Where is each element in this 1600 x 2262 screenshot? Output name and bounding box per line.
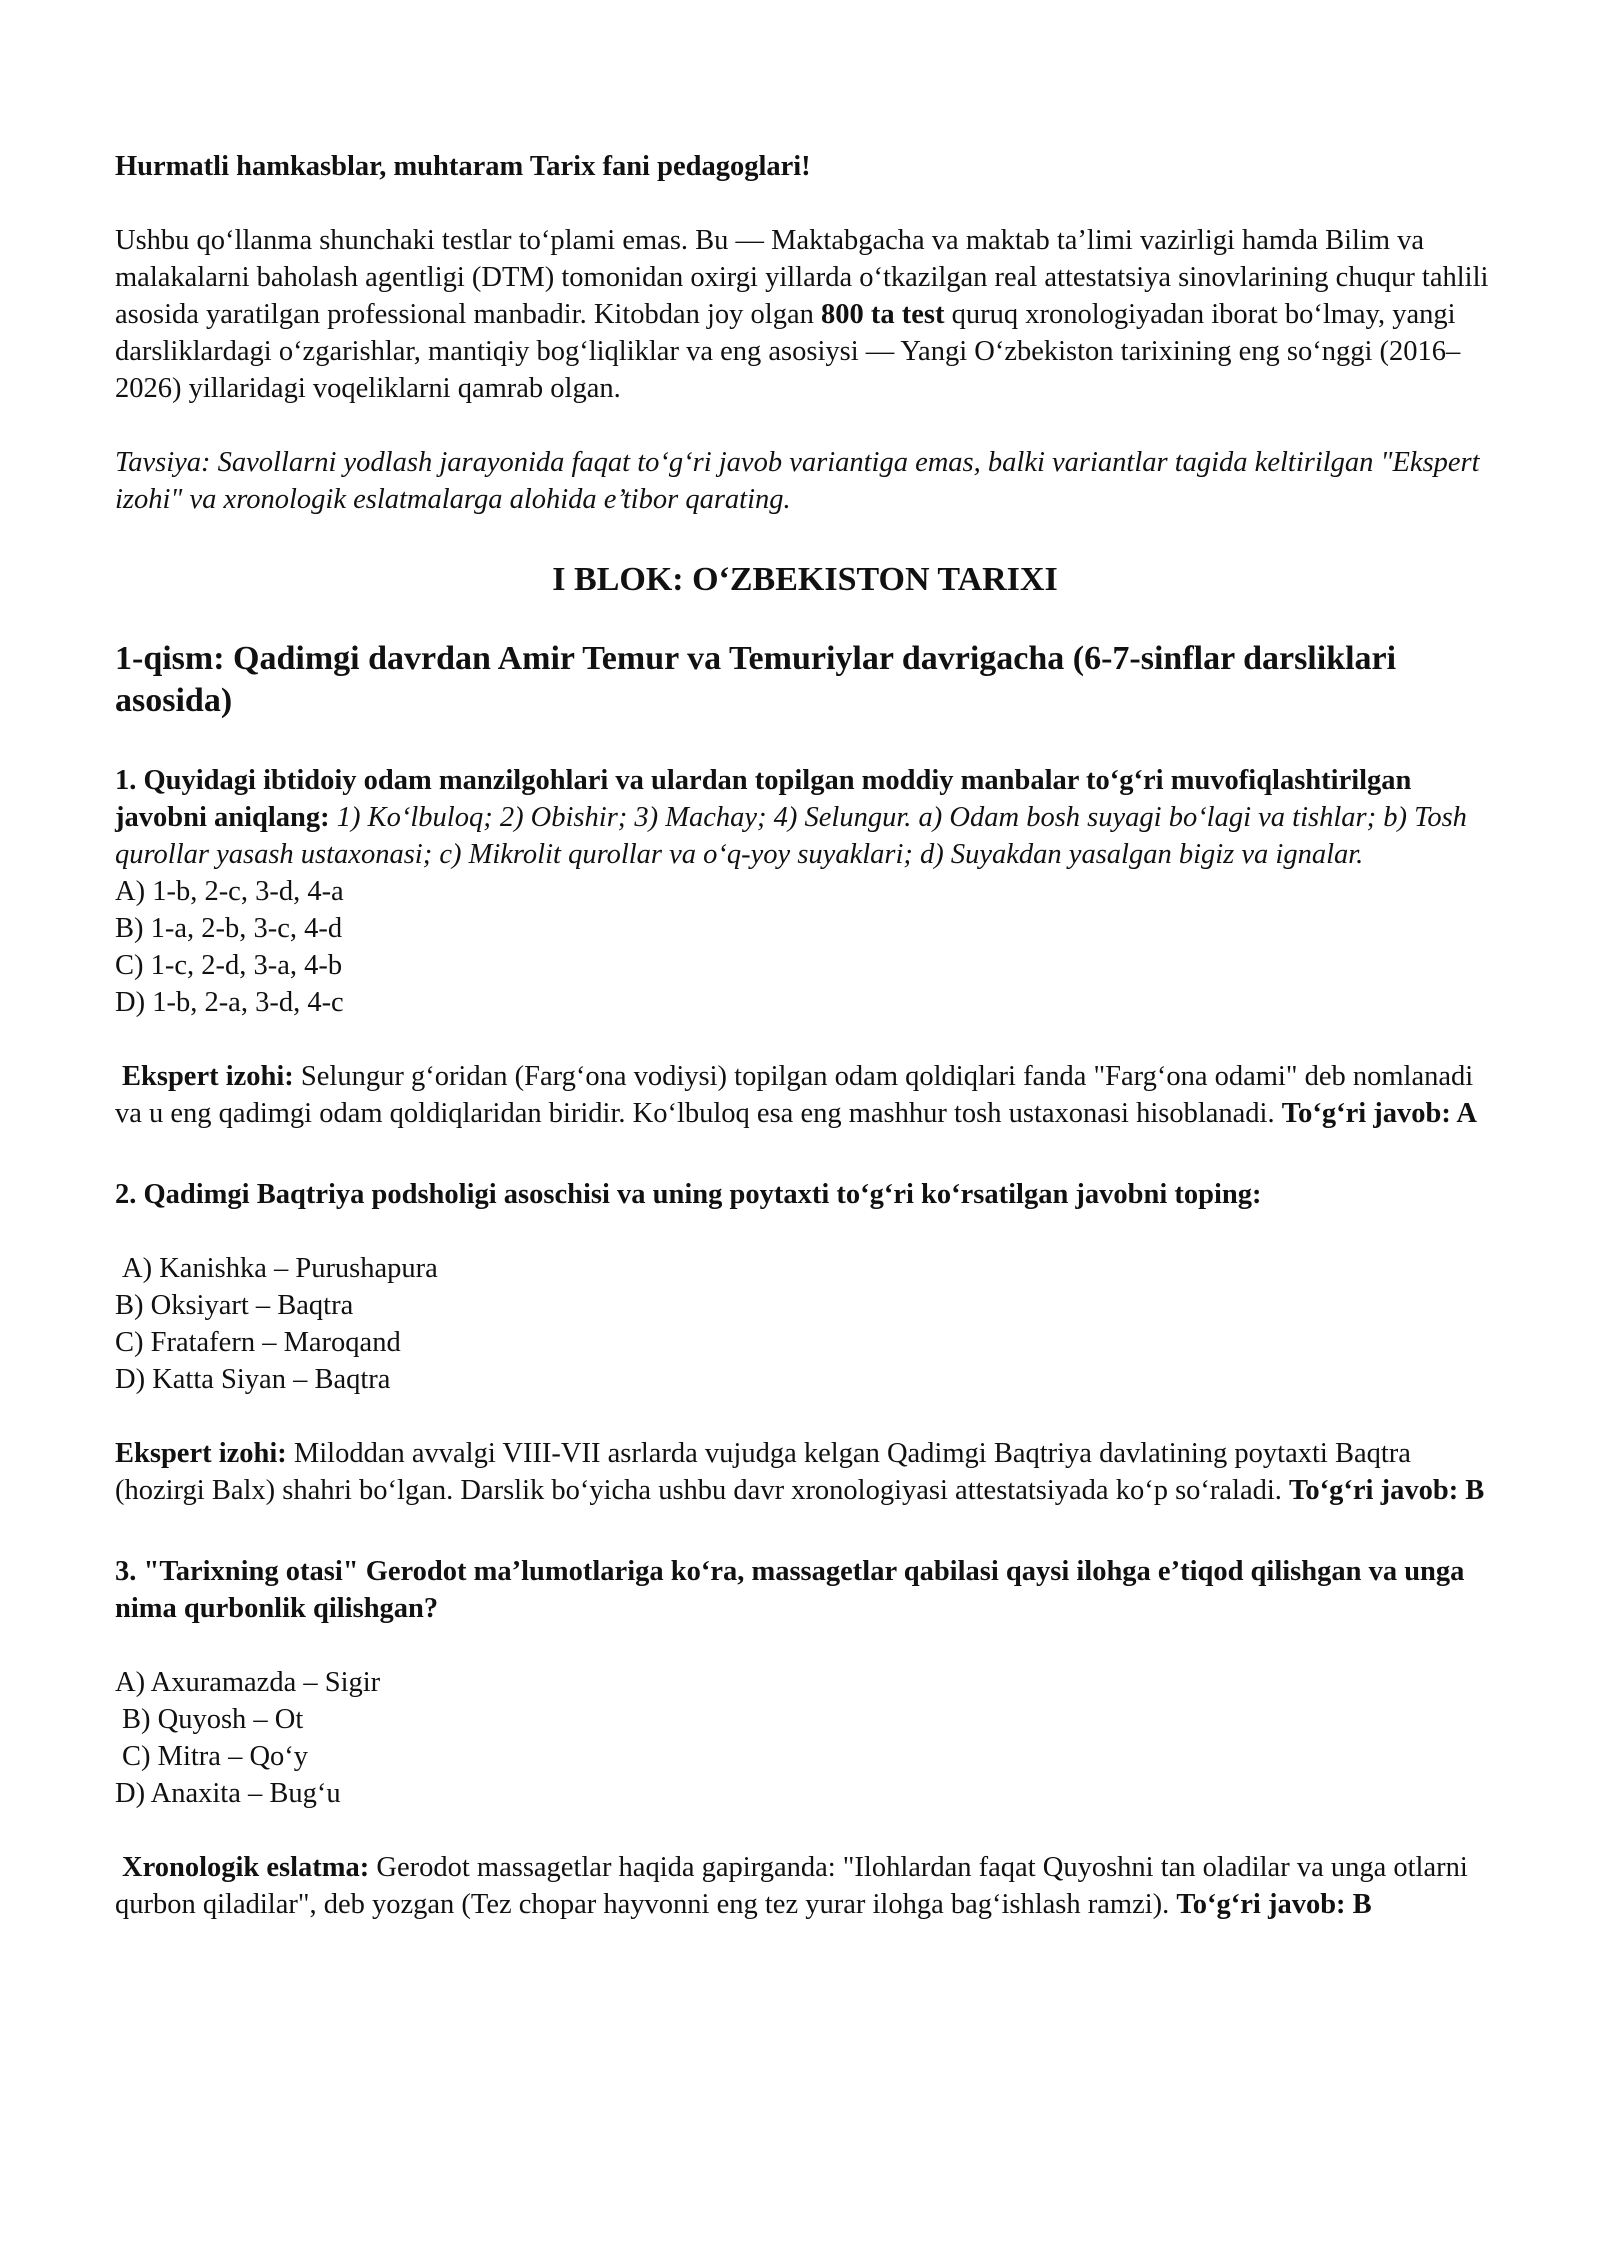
question-2-options xyxy=(115,1250,1495,1398)
question-2 xyxy=(115,1176,1495,1509)
question-1-answer: To‘g‘ri javob: A xyxy=(1281,1098,1478,1129)
question-3-option-b: B) Quyosh – Ot xyxy=(122,1704,304,1735)
question-3-stem xyxy=(115,1553,1495,1627)
question-1-stem xyxy=(115,762,1495,873)
intro-text-end: quruq xronologiyadan iborat bo‘lmay, yangi darsliklardagi o‘zgarishlar, mantiqiy bog‘liqliklar va eng asosiysi — Yangi O‘zbekiston tarixining eng so‘nggi (2016–2026) yillaridagi voqeliklarni qamrab olgan. xyxy=(115,299,1461,404)
question-3-option-a: A) Axuramazda – Sigir xyxy=(115,1667,381,1698)
question-1-stem-bold: 1. Quyidagi ibtidoiy odam manzilgohlari va ulardan topilgan moddiy manbalar to‘g‘ri muvofiqlashtirilgan javobni aniqlang: xyxy=(115,765,1412,833)
question-1-option-d: D) 1-b, 2-a, 3-d, 4-c xyxy=(115,987,344,1018)
question-1-note-text: Selungur g‘oridan (Farg‘ona vodiysi) topilgan odam qoldiqlari fanda "Farg‘ona odami" deb nomlanadi va u eng qadimgi odam qoldiqlaridan biridir. Ko‘lbuloq esa eng mashhur tosh ustaxonasi hisoblanadi. xyxy=(115,1061,1474,1129)
intro-paragraph xyxy=(115,222,1495,407)
intro-test-count: 800 ta test xyxy=(821,299,945,330)
question-1-option-b: B) 1-a, 2-b, 3-c, 4-d xyxy=(115,913,343,944)
question-1-note-label: Ekspert izohi: xyxy=(122,1061,294,1092)
question-2-stem xyxy=(115,1176,1495,1213)
question-3 xyxy=(115,1553,1495,1923)
question-3-note-text: Gerodot massagetlar haqida gapirganda: "Ilohlardan faqat Quyoshni tan oladilar va unga otlarni qurbon qiladilar", deb yozgan (Tez chopar hayvonni eng tez yurar ilohga bag‘ishlash ramzi). xyxy=(115,1852,1468,1920)
part-title: 1-qism: Qadimgi davrdan Amir Temur va Temuriylar davrigacha (6-7-sinflar darsliklari asosida) xyxy=(115,640,1397,719)
document-page xyxy=(115,148,1495,1923)
question-1-expert-note xyxy=(115,1058,1495,1132)
question-2-expert-note xyxy=(115,1435,1495,1509)
question-3-chronology-note xyxy=(115,1849,1495,1923)
recommendation-note: Tavsiya: Savollarni yodlash jarayonida faqat to‘g‘ri javob variantiga emas, balki variantlar tagida keltirilgan "Ekspert izohi" va xronologik eslatmalarga alohida e’tibor qarating. xyxy=(115,447,1480,515)
question-1-options xyxy=(115,873,1495,1021)
intro-text-start: Ushbu qo‘llanma shunchaki testlar to‘plami emas. Bu — Maktabgacha va maktab ta’limi vazirligi hamda Bilim va malakalarni baholash agentligi (DTM) tomonidan oxirgi yillarda o‘tkazilgan real attestatsiya sinovlarining chuqur tahlili asosida yaratilgan professional manbadir. Kitobdan joy olgan xyxy=(115,225,1489,330)
question-3-options xyxy=(115,1664,1495,1812)
question-2-option-a: A) Kanishka – Purushapura xyxy=(122,1253,438,1284)
block-title: I BLOK: O‘ZBEKISTON TARIXI xyxy=(552,561,1058,598)
question-2-answer: To‘g‘ri javob: B xyxy=(1289,1475,1485,1506)
question-1-option-a: A) 1-b, 2-c, 3-d, 4-a xyxy=(115,876,344,907)
question-2-stem-bold: 2. Qadimgi Baqtriya podsholigi asoschisi va uning poytaxti to‘g‘ri ko‘rsatilgan javobni toping: xyxy=(115,1179,1262,1210)
greeting-heading: Hurmatli hamkasblar, muhtaram Tarix fani pedagoglari! xyxy=(115,151,811,182)
question-1 xyxy=(115,762,1495,1132)
question-1-option-c: C) 1-c, 2-d, 3-a, 4-b xyxy=(115,950,343,981)
question-2-note-label: Ekspert izohi: xyxy=(115,1438,287,1469)
question-3-answer: To‘g‘ri javob: B xyxy=(1176,1889,1372,1920)
question-2-option-b: B) Oksiyart – Baqtra xyxy=(115,1290,354,1321)
question-3-stem-bold: 3. "Tarixning otasi" Gerodot ma’lumotlariga ko‘ra, massagetlar qabilasi qaysi ilohga e’tiqod qilishgan va unga nima qurbonlik qilishgan? xyxy=(115,1556,1465,1624)
question-2-note-text: Miloddan avvalgi VIII-VII asrlarda vujudga kelgan Qadimgi Baqtriya davlatining poytaxti Baqtra (hozirgi Balx) shahri bo‘lgan. Darslik bo‘yicha ushbu davr xronologiyasi attestatsiyada ko‘p so‘raladi. xyxy=(115,1438,1411,1506)
question-3-option-d: D) Anaxita – Bug‘u xyxy=(115,1778,341,1809)
question-3-option-c: C) Mitra – Qo‘y xyxy=(122,1741,309,1772)
question-3-note-label: Xronologik eslatma: xyxy=(122,1852,370,1883)
question-1-stem-italic: 1) Ko‘lbuloq; 2) Obishir; 3) Machay; 4) Selungur. a) Odam bosh suyagi bo‘lagi va tishlar; b) Tosh qurollar yasash ustaxonasi; c) Mikrolit qurollar va o‘q-yoy suyaklari; d) Suyakdan yasalgan bigiz va ignalar. xyxy=(115,802,1467,870)
question-2-option-d: D) Katta Siyan – Baqtra xyxy=(115,1364,391,1395)
question-2-option-c: C) Fratafern – Maroqand xyxy=(115,1327,401,1358)
